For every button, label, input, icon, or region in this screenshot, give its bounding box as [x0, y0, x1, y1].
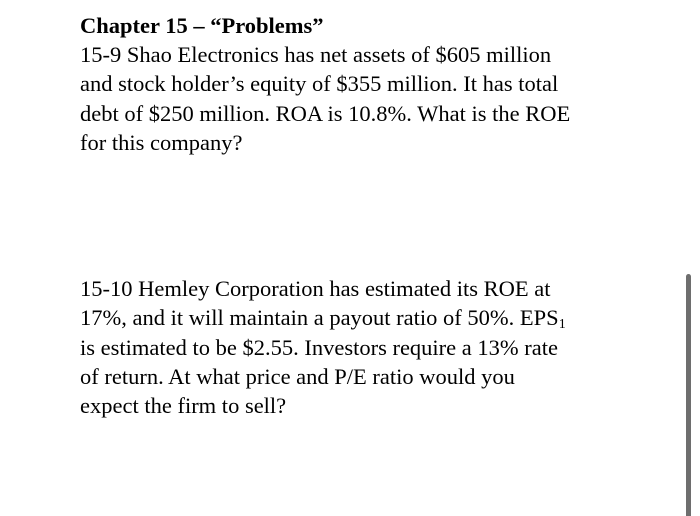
problem-line-eps: [80, 303, 640, 332]
eps-subscript: 1: [558, 317, 566, 333]
problem-15-10: [80, 274, 640, 420]
vertical-scrollbar[interactable]: [686, 274, 691, 516]
problem-line: debt of $250 million. ROA is 10.8%. What is the ROE: [80, 100, 571, 126]
problem-line: 15-9 Shao Electronics has net assets of $605 million: [80, 42, 552, 67]
chapter-title: Chapter 15 – “Problems”: [80, 13, 324, 38]
problem-15-9: [80, 40, 640, 157]
problem-line-text: 17%, and it will maintain a payout ratio of 50%. EPS: [80, 305, 559, 331]
problem-line: is estimated to be $2.55. Investors require a 13% rate: [80, 334, 558, 360]
problem-line: for this company?: [80, 129, 243, 155]
problem-line: 15-10 Hemley Corporation has estimated its ROE at: [80, 276, 551, 301]
problem-line: expect the firm to sell?: [80, 393, 287, 419]
problem-line: of return. At what price and P/E ratio would you: [80, 363, 515, 389]
problem-line: and stock holder’s equity of $355 million. It has total: [80, 71, 559, 97]
